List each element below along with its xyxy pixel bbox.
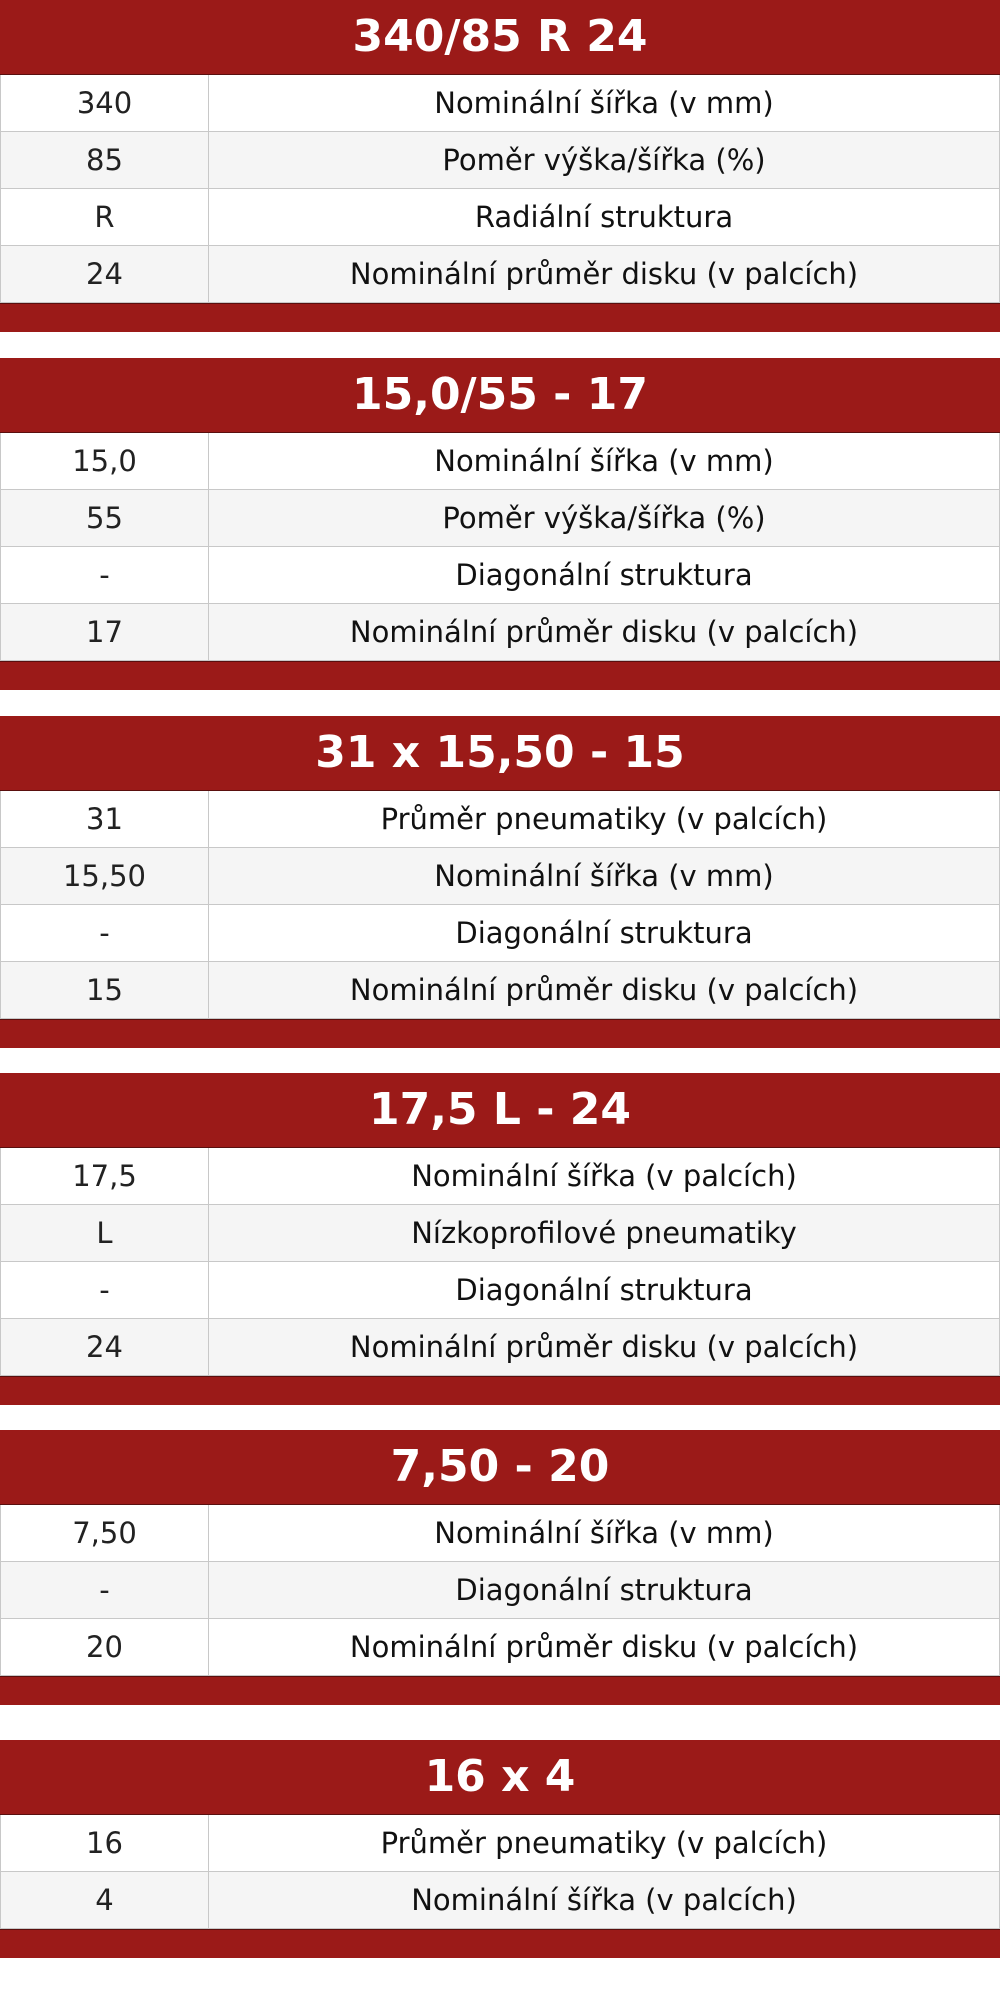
table-footer-bar bbox=[0, 1676, 1000, 1705]
size-code: 20 bbox=[1, 1619, 209, 1675]
size-description: Diagonální struktura bbox=[455, 558, 753, 592]
tire-size-title: 31 x 15,50 - 15 bbox=[0, 716, 1000, 791]
size-description: Nominální šířka (v palcích) bbox=[411, 1883, 797, 1917]
table-row bbox=[0, 433, 1000, 490]
table-footer-bar bbox=[0, 1929, 1000, 1958]
size-description: Diagonální struktura bbox=[455, 916, 753, 950]
size-description: Poměr výška/šířka (%) bbox=[442, 501, 766, 535]
table-row bbox=[0, 1262, 1000, 1319]
tire-size-table bbox=[0, 0, 1000, 332]
size-code: 16 bbox=[1, 1815, 209, 1871]
size-code: - bbox=[1, 1262, 209, 1318]
table-footer-bar bbox=[0, 661, 1000, 690]
size-description: Nominální průměr disku (v palcích) bbox=[349, 973, 859, 1007]
size-code: - bbox=[1, 905, 209, 961]
table-row bbox=[0, 547, 1000, 604]
size-code: 24 bbox=[1, 246, 209, 302]
table-row bbox=[0, 75, 1000, 132]
tire-size-title: 7,50 - 20 bbox=[0, 1430, 1000, 1505]
table-row bbox=[0, 1505, 1000, 1562]
size-description: Průměr pneumatiky (v palcích) bbox=[380, 1826, 828, 1860]
table-footer-bar bbox=[0, 1376, 1000, 1405]
table-row bbox=[0, 905, 1000, 962]
size-code: R bbox=[1, 189, 209, 245]
size-description: Nominální šířka (v mm) bbox=[434, 444, 774, 478]
size-description: Nominální šířka (v palcích) bbox=[411, 1159, 797, 1193]
size-description: Průměr pneumatiky (v palcích) bbox=[380, 802, 828, 836]
size-description: Poměr výška/šířka (%) bbox=[442, 143, 766, 177]
table-row bbox=[0, 1872, 1000, 1929]
size-description: Nominální průměr disku (v palcích) bbox=[349, 1330, 859, 1364]
size-description: Nominální šířka (v mm) bbox=[434, 859, 774, 893]
table-row bbox=[0, 246, 1000, 303]
tire-size-table bbox=[0, 358, 1000, 690]
size-description: Nízkoprofilové pneumatiky bbox=[411, 1216, 797, 1250]
tire-size-table bbox=[0, 1430, 1000, 1705]
table-row bbox=[0, 1562, 1000, 1619]
tire-size-title: 17,5 L - 24 bbox=[0, 1073, 1000, 1148]
size-code: 15,50 bbox=[1, 848, 209, 904]
size-description: Diagonální struktura bbox=[455, 1273, 753, 1307]
table-row bbox=[0, 1205, 1000, 1262]
table-row bbox=[0, 1815, 1000, 1872]
table-footer-bar bbox=[0, 303, 1000, 332]
table-row bbox=[0, 490, 1000, 547]
tire-size-title: 340/85 R 24 bbox=[0, 0, 1000, 75]
table-row bbox=[0, 1619, 1000, 1676]
table-row bbox=[0, 132, 1000, 189]
size-description: Radiální struktura bbox=[474, 200, 734, 234]
tire-size-title: 16 x 4 bbox=[0, 1740, 1000, 1815]
size-code: 15 bbox=[1, 962, 209, 1018]
tire-size-table bbox=[0, 1740, 1000, 1958]
size-code: 85 bbox=[1, 132, 209, 188]
table-row bbox=[0, 1319, 1000, 1376]
table-row bbox=[0, 848, 1000, 905]
table-row bbox=[0, 604, 1000, 661]
table-row bbox=[0, 962, 1000, 1019]
table-footer-bar bbox=[0, 1019, 1000, 1048]
tire-size-table bbox=[0, 716, 1000, 1048]
size-code: 4 bbox=[1, 1872, 209, 1928]
size-code: 17,5 bbox=[1, 1148, 209, 1204]
size-code: 24 bbox=[1, 1319, 209, 1375]
tire-size-table bbox=[0, 1073, 1000, 1405]
size-code: 17 bbox=[1, 604, 209, 660]
size-code: - bbox=[1, 547, 209, 603]
size-description: Nominální šířka (v mm) bbox=[434, 1516, 774, 1550]
size-code: 15,0 bbox=[1, 433, 209, 489]
size-description: Diagonální struktura bbox=[455, 1573, 753, 1607]
size-description: Nominální průměr disku (v palcích) bbox=[349, 1630, 859, 1664]
size-code: 340 bbox=[1, 75, 209, 131]
size-description: Nominální průměr disku (v palcích) bbox=[349, 257, 859, 291]
table-row bbox=[0, 189, 1000, 246]
size-code: - bbox=[1, 1562, 209, 1618]
size-code: 7,50 bbox=[1, 1505, 209, 1561]
size-description: Nominální průměr disku (v palcích) bbox=[349, 615, 859, 649]
size-code: 31 bbox=[1, 791, 209, 847]
table-row bbox=[0, 791, 1000, 848]
tire-size-title: 15,0/55 - 17 bbox=[0, 358, 1000, 433]
size-description: Nominální šířka (v mm) bbox=[434, 86, 774, 120]
size-code: 55 bbox=[1, 490, 209, 546]
size-code: L bbox=[1, 1205, 209, 1261]
table-row bbox=[0, 1148, 1000, 1205]
